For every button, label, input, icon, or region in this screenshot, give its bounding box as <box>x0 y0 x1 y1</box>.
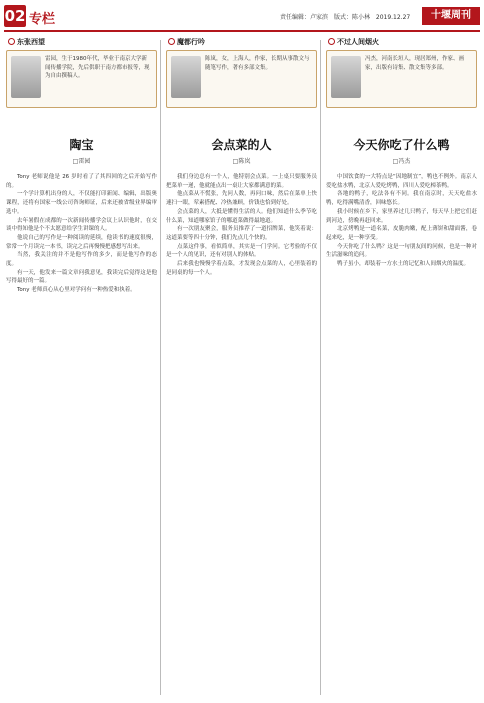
issue-date: 2019.12.27 <box>375 14 411 21</box>
column-name: 不过人间烟火 <box>328 37 477 47</box>
paragraph: 今天你吃了什么鸭？这是一句朋友间的问候，也是一种对生活滋味的追问。 <box>326 243 477 259</box>
page-number: 02 <box>4 7 26 25</box>
paragraph: 北京烤鸭是一道名菜，皮脆肉嫩，配上薄饼和甜面酱，卷起来吃，是一种享受。 <box>326 226 477 241</box>
author-bio: 冯杰，河南长垣人，现居郑州，作家、画家，出版有诗集、散文集等多部。 <box>365 56 465 71</box>
editor-credit: 责任编辑：卢家滨 <box>280 14 329 21</box>
article-byline: □冯杰 <box>392 158 411 165</box>
author-photo <box>11 56 41 98</box>
paragraph: 各地的鸭子，吃法各有不同。我在南京时，天天吃盐水鸭，吃得满嘴清香，回味悠长。 <box>326 191 477 207</box>
paragraph: 中国饮食的一大特点是“因地制宜”，鸭也不例外。南京人爱吃盐水鸭，北京人爱吃烤鸭，四川人爱吃樟茶鸭。 <box>326 174 477 189</box>
paragraph: 当然，我关注的并不是他写作的多少，而是他写作的态度。 <box>6 252 157 268</box>
article-title: 会点菜的人 <box>211 138 272 152</box>
author-box <box>6 50 157 108</box>
section-label: 专栏 <box>29 12 56 27</box>
author-bio: 陈岚，女，上海人，作家，长期从事散文与随笔写作，著有多部文集。 <box>205 56 310 71</box>
author-box <box>326 50 477 108</box>
author-photo <box>331 56 361 98</box>
page-header <box>0 0 484 32</box>
paragraph: 有一天，他发来一篇文章问我意见，我读完后觉得这是他写得最好的一篇。 <box>6 269 157 285</box>
author-bio: 雷园，生于1980年代，毕业于南京大学新闻传播学院，先后供职于南方都市报等，现为自由撰稿人。 <box>45 56 150 79</box>
paragraph: 他点菜从不慌张，先问人数，再问口味，然后在菜单上快速扫一眼，荤素搭配、冷热兼顾，价钱也恰到好处。 <box>166 191 317 207</box>
column-name: 东张西望 <box>8 37 157 47</box>
masthead-logo: 十堰周刊 <box>422 7 480 25</box>
article-body <box>326 173 477 269</box>
designer-credit: 版式：陈小林 <box>333 14 370 21</box>
paragraph: 去年暑假在成都的一次新闻传播学会议上认识他时，在交谈中得知他是个不太愿意给学生讲课的人。 <box>6 217 157 233</box>
article-byline: □雷园 <box>72 158 91 165</box>
paragraph: 鸭子虽小，却装着一方水土的记忆和人间烟火的温度。 <box>337 261 470 268</box>
article-title: 今天你吃了什么鸭 <box>353 138 450 152</box>
paragraph: 我们身边总有一个人，他特别会点菜。一上桌只要服务员把菜单一递，他就能点出一桌让大家都满意的菜。 <box>166 174 317 189</box>
author-photo <box>171 56 201 98</box>
column-divider <box>160 40 161 695</box>
author-box <box>166 50 317 108</box>
article-byline: □陈岚 <box>232 158 251 165</box>
paragraph: 后来我也慢慢学着点菜，才发现会点菜的人，心里装着的是同桌的每一个人。 <box>166 261 317 276</box>
paragraph: Tony 老师说他是 26 岁时看了了其四回的之后开始写作的。 <box>6 174 157 189</box>
page-credits <box>280 12 414 21</box>
column-left <box>6 37 157 295</box>
article-body <box>166 173 317 277</box>
paragraph: 他说自己的写作是一种阅读的延续，他读书的速度很慢，常常一个月读完一本书，读完之后再慢慢把感想写出来。 <box>6 234 157 250</box>
column-center <box>166 37 317 277</box>
paragraph: 会点菜的人，大抵是懂得生活的人。他们知道什么季节吃什么菜，知道哪家馆子的哪道菜做得最地道。 <box>166 208 317 224</box>
paragraph: 有一次朋友聚会，服务员推荐了一道招牌菜，他笑着说：这道菜要等四十分钟，我们先点几个快的。 <box>166 226 317 241</box>
paragraph: 我小时候在乡下，家里养过几只鸭子，每天早上把它们赶到河边，傍晚再赶回来。 <box>326 208 477 224</box>
article-title: 陶宝 <box>69 138 94 152</box>
column-right <box>326 37 477 269</box>
article-body <box>6 173 157 295</box>
paragraph: 点菜这件事，看似简单，其实是一门学问。它考验的不仅是一个人的见识，还有对别人的体贴。 <box>166 243 317 259</box>
header-rule <box>4 30 480 32</box>
paragraph: 一个学计算机出身的人，不仅能打印新闻、编辑，出版奥课程，还将有国家一线公司咨询师证，后来还被省级业界编审选中。 <box>6 191 157 215</box>
column-name: 魔都行吟 <box>168 37 317 47</box>
paragraph: Tony 老师真心从心里对学问有一种热爱和执着。 <box>17 287 136 294</box>
column-divider <box>320 40 321 695</box>
